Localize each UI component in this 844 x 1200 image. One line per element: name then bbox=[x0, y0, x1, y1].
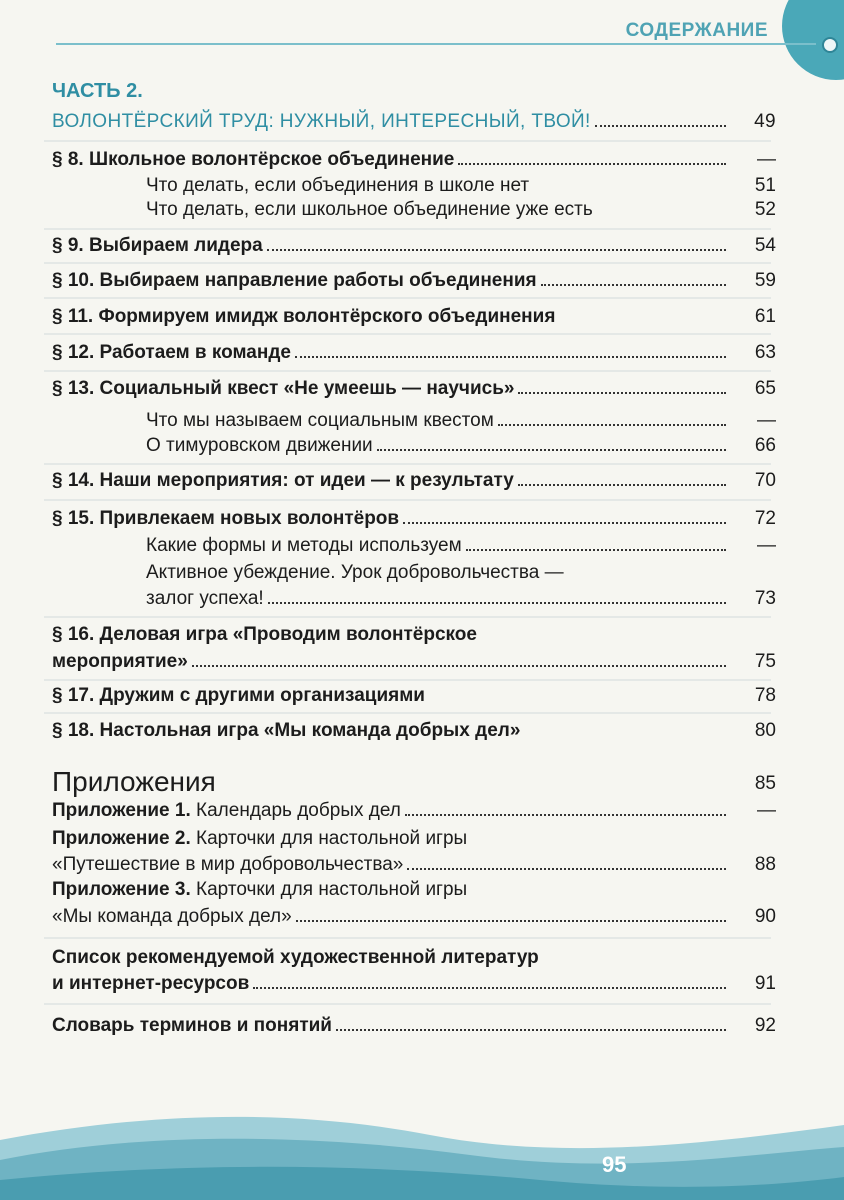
toc-page-number: 51 bbox=[754, 175, 776, 196]
dot-leader bbox=[253, 987, 726, 989]
divider bbox=[44, 499, 771, 501]
toc-entry-s18[interactable] bbox=[52, 719, 776, 743]
toc-page-number: — bbox=[757, 535, 776, 556]
divider bbox=[44, 463, 771, 465]
appendix-label: Приложение 3. bbox=[52, 879, 191, 900]
toc-page-number: 73 bbox=[754, 588, 776, 609]
toc-entry-s8[interactable] bbox=[52, 148, 776, 172]
toc-entry-title: Что делать, если школьное объединение уже есть bbox=[146, 199, 593, 220]
toc-entry-part2[interactable] bbox=[52, 110, 776, 134]
divider bbox=[44, 140, 771, 142]
toc-entry-appendix-2[interactable] bbox=[52, 853, 776, 877]
appendix-subtitle: «Путешествие в мир добровольчества» bbox=[52, 854, 404, 875]
toc-entry-title: и интернет-ресурсов bbox=[52, 973, 250, 994]
toc-entry-title: § 18. Настольная игра «Мы команда добрых дел» bbox=[52, 720, 521, 741]
toc-subentry-s13a[interactable] bbox=[146, 409, 776, 433]
toc-page-number: 59 bbox=[754, 270, 776, 291]
dot-leader bbox=[295, 356, 726, 358]
toc-subentry-s13b[interactable] bbox=[146, 434, 776, 458]
dot-leader bbox=[268, 602, 726, 604]
toc-entry-s12[interactable] bbox=[52, 341, 776, 365]
toc-entry-title: Словарь терминов и понятий bbox=[52, 1015, 332, 1036]
toc-entry-s13[interactable] bbox=[52, 377, 776, 401]
dot-leader bbox=[541, 284, 726, 286]
toc-page-number: 61 bbox=[754, 306, 776, 327]
toc-subentry-s15a[interactable] bbox=[146, 534, 776, 558]
toc-entry-title: мероприятие» bbox=[52, 651, 188, 672]
toc-entry-glossary[interactable] bbox=[52, 1014, 776, 1038]
toc-page-number: 49 bbox=[754, 111, 776, 132]
toc-entry-title: Что мы называем социальным квестом bbox=[146, 410, 494, 431]
toc-page-number: 66 bbox=[754, 435, 776, 456]
divider bbox=[44, 262, 771, 264]
page-number: 95 bbox=[602, 1152, 627, 1177]
divider bbox=[44, 937, 771, 939]
section-header-title: СОДЕРЖАНИЕ bbox=[625, 20, 768, 41]
toc-entry-s16-line1: § 16. Деловая игра «Проводим волонтёрское bbox=[52, 624, 477, 645]
appendices-heading: Приложения bbox=[52, 766, 216, 797]
dot-leader bbox=[267, 249, 726, 251]
part-label: ЧАСТЬ 2. bbox=[52, 80, 143, 102]
toc-subentry-s8a[interactable] bbox=[146, 174, 776, 198]
toc-page-number: 63 bbox=[754, 342, 776, 363]
toc-page-number: — bbox=[757, 149, 776, 170]
toc-subentry-s15b[interactable] bbox=[146, 587, 776, 611]
toc-entry-title: § 11. Формируем имидж волонтёрского объединения bbox=[52, 306, 556, 327]
dot-leader bbox=[336, 1029, 726, 1031]
toc-entry-s11[interactable] bbox=[52, 305, 776, 329]
divider bbox=[44, 333, 771, 335]
dot-leader bbox=[403, 522, 726, 524]
divider bbox=[44, 228, 771, 230]
appendix-title: Календарь добрых дел bbox=[196, 800, 401, 821]
toc-entry-s10[interactable] bbox=[52, 269, 776, 293]
toc-entry-title: § 8. Школьное волонтёрское объединение bbox=[52, 149, 455, 170]
divider bbox=[44, 297, 771, 299]
toc-entry-title: § 12. Работаем в команде bbox=[52, 342, 291, 363]
dot-leader bbox=[518, 392, 726, 394]
toc-entry-appendix-1[interactable] bbox=[52, 799, 776, 823]
dot-leader bbox=[296, 920, 726, 922]
toc-entry-title: Что делать, если объединения в школе нет bbox=[146, 175, 530, 196]
toc-entry-appendices[interactable] bbox=[52, 772, 776, 796]
header-rule bbox=[56, 43, 816, 45]
dot-leader bbox=[192, 665, 726, 667]
divider bbox=[44, 1003, 771, 1005]
toc-page-number: 78 bbox=[754, 685, 776, 706]
appendix-title: Карточки для настольной игры bbox=[196, 828, 468, 849]
toc-page-number: 88 bbox=[754, 854, 776, 875]
toc-entry-title: Какие формы и методы используем bbox=[146, 535, 462, 556]
toc-entry-s14[interactable] bbox=[52, 469, 776, 493]
dot-leader bbox=[518, 484, 726, 486]
appendix-2-line1 bbox=[52, 827, 467, 851]
toc-entry-title: ВОЛОНТЁРСКИЙ ТРУД: НУЖНЫЙ, ИНТЕРЕСНЫЙ, ТВОЙ! bbox=[52, 111, 591, 132]
appendix-label: Приложение 2. bbox=[52, 828, 191, 849]
resources-line1: Список рекомендуемой художественной литератур bbox=[52, 947, 539, 968]
toc-page-number: 92 bbox=[754, 1015, 776, 1036]
bullet-dot-icon bbox=[822, 37, 838, 53]
appendix-title: Карточки для настольной игры bbox=[196, 879, 468, 900]
toc-entry-s17[interactable] bbox=[52, 684, 776, 708]
toc-entry-appendix-3[interactable] bbox=[52, 905, 776, 929]
toc-page-number: 65 bbox=[754, 378, 776, 399]
toc-page-number: 54 bbox=[754, 235, 776, 256]
dot-leader bbox=[466, 549, 726, 551]
toc-entry-title: О тимуровском движении bbox=[146, 435, 373, 456]
dot-leader bbox=[405, 814, 726, 816]
toc-entry-title: § 10. Выбираем направление работы объединения bbox=[52, 270, 537, 291]
toc-page-number: 52 bbox=[754, 199, 776, 220]
toc-page-number: — bbox=[757, 800, 776, 821]
toc-page-number: 75 bbox=[754, 651, 776, 672]
divider bbox=[44, 616, 771, 618]
dot-leader bbox=[377, 449, 726, 451]
divider bbox=[44, 712, 771, 714]
toc-page-number: 91 bbox=[754, 973, 776, 994]
dot-leader bbox=[458, 163, 726, 165]
toc-page-number: 85 bbox=[754, 773, 776, 794]
toc-page-number: 90 bbox=[754, 906, 776, 927]
appendix-subtitle: «Мы команда добрых дел» bbox=[52, 906, 292, 927]
toc-entry-title: § 14. Наши мероприятия: от идеи — к результату bbox=[52, 470, 514, 491]
dot-leader bbox=[498, 424, 726, 426]
divider bbox=[44, 679, 771, 681]
footer-wave-decoration bbox=[0, 1105, 844, 1200]
toc-subentry-s8b[interactable] bbox=[146, 198, 776, 222]
toc-page-number: 72 bbox=[754, 508, 776, 529]
divider bbox=[44, 370, 771, 372]
appendix-label: Приложение 1. bbox=[52, 800, 191, 821]
toc-entry-title: § 17. Дружим с другими организациями bbox=[52, 685, 425, 706]
dot-leader bbox=[407, 868, 726, 870]
toc-page-number: — bbox=[757, 410, 776, 431]
toc-entry-title: § 13. Социальный квест «Не умеешь — научись» bbox=[52, 378, 515, 399]
toc-entry-title: § 15. Привлекаем новых волонтёров bbox=[52, 508, 400, 529]
toc-entry-resources[interactable] bbox=[52, 972, 776, 996]
dot-leader bbox=[595, 125, 726, 127]
toc-entry-s15[interactable] bbox=[52, 507, 776, 531]
toc-entry-title: залог успеха! bbox=[146, 588, 264, 609]
appendix-3-line1 bbox=[52, 878, 467, 902]
toc-subentry-s15b-line1: Активное убеждение. Урок добровольчества — bbox=[146, 562, 564, 583]
toc-entry-s9[interactable] bbox=[52, 234, 776, 258]
toc-entry-s16[interactable] bbox=[52, 650, 776, 674]
toc-page-number: 80 bbox=[754, 720, 776, 741]
toc-entry-title: § 9. Выбираем лидера bbox=[52, 235, 263, 256]
toc-page-number: 70 bbox=[754, 470, 776, 491]
